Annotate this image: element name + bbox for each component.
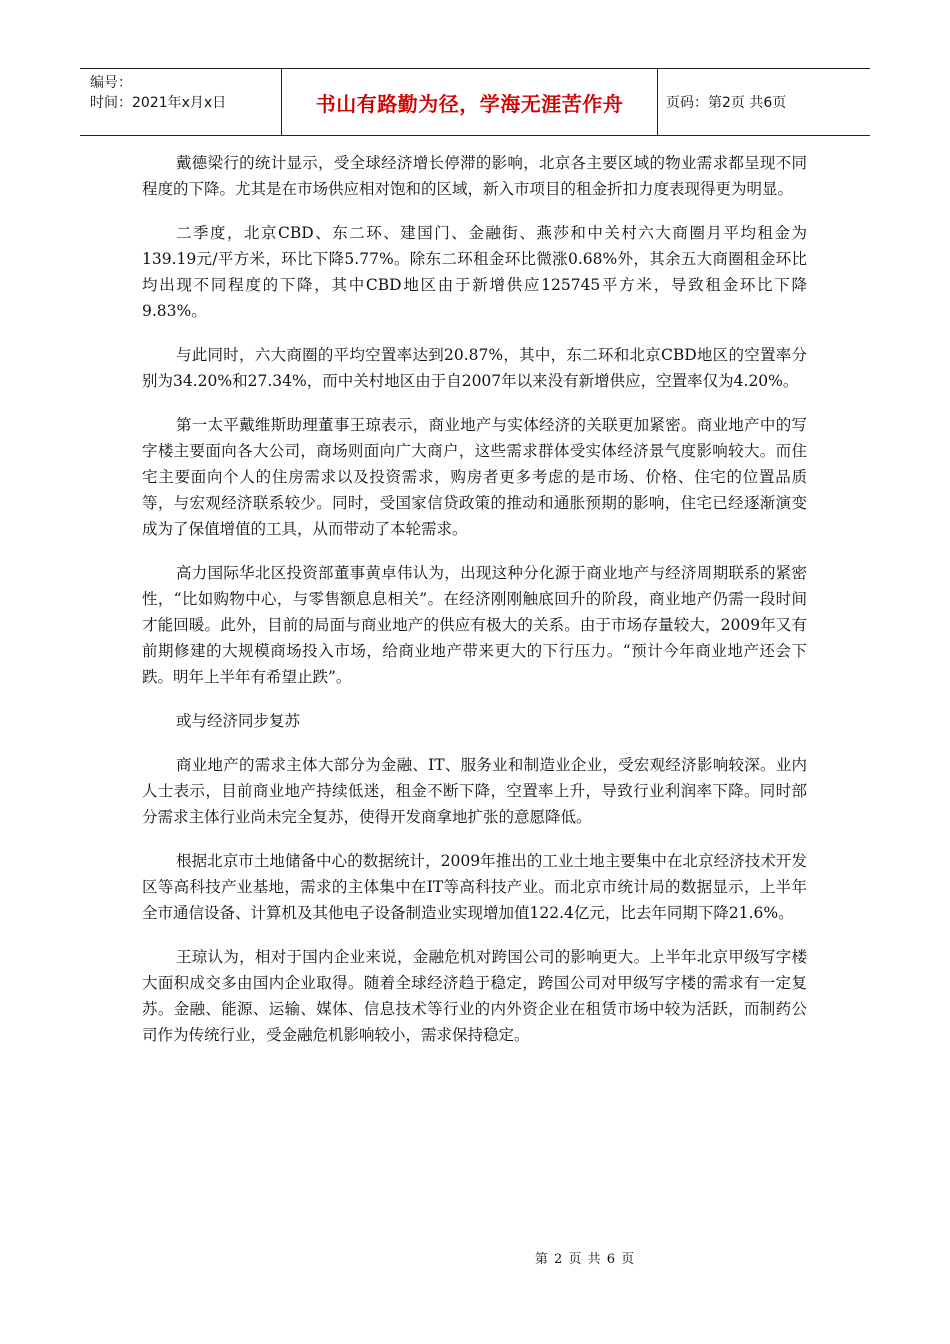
page-header: [80, 68, 870, 136]
header-meta: [80, 69, 282, 135]
paragraph-5: 高力国际华北区投资部董事黄卓伟认为，出现这种分化源于商业地产与经济周期联系的紧密性，“比如购物中心，与零售额息息相关”。在经济刚刚触底回升的阶段，商业地产仍需一段时间才能回暖。此外，目前的局面与商业地产的供应有极大的关系。由于市场存量较大，2009年又有前期修建的大规模商场投入市场，给商业地产带来更大的下行压力。“预计今年商业地产还会下跌。明年上半年有希望止跌”。: [142, 564, 807, 686]
paragraph-3: 与此同时，六大商圈的平均空置率达到20.87%，其中，东二环和北京CBD地区的空置率分别为34.20%和27.34%，而中关村地区由于自2007年以来没有新增供应，空置率仅为4.20%。: [142, 346, 807, 390]
paragraph-4: 第一太平戴维斯助理董事王琼表示，商业地产与实体经济的关联更加紧密。商业地产中的写字楼主要面向各大公司，商场则面向广大商户，这些需求群体受实体经济景气度影响较大。而住宅主要面向个人的住房需求以及投资需求，购房者更多考虑的是市场、价格、住宅的位置品质等，与宏观经济联系较少。同时，受国家信贷政策的推动和通胀预期的影响，住宅已经逐渐演变成为了保值增值的工具，从而带动了本轮需求。: [142, 416, 807, 538]
paragraph-6: 商业地产的需求主体大部分为金融、IT、服务业和制造业企业，受宏观经济影响较深。业内人士表示，目前商业地产持续低迷，租金不断下降，空置率上升，导致行业利润率下降。同时部分需求主体行业尚未完全复苏，使得开发商拿地扩张的意愿降低。: [142, 756, 807, 826]
paragraph-2: 二季度，北京CBD、东二环、建国门、金融街、燕莎和中关村六大商圈月平均租金为139.19元/平方米，环比下降5.77%。除东二环租金环比微涨0.68%外，其余五大商圈租金环比均出现不同程度的下降，其中CBD地区由于新增供应125745平方米，导致租金环比下降9.83%。: [142, 224, 807, 320]
header-motto: 书山有路勤为径，学海无涯苦作舟: [282, 69, 658, 135]
document-body: [142, 150, 807, 1066]
paragraph-1: 戴德梁行的统计显示，受全球经济增长停滞的影响，北京各主要区域的物业需求都呈现不同程度的下降。尤其是在市场供应相对饱和的区域，新入市项目的租金折扣力度表现得更为明显。: [142, 154, 807, 198]
header-page-info: 页码：第2页 共6页: [666, 95, 787, 111]
paragraph-8: 王琼认为，相对于国内企业来说，金融危机对跨国公司的影响更大。上半年北京甲级写字楼大面积成交多由国内企业取得。随着全球经济趋于稳定，跨国公司对甲级写字楼的需求有一定复苏。金融、能源、运输、媒体、信息技术等行业的内外资企业在租赁市场中较为活跃，而制药公司作为传统行业，受金融危机影响较小，需求保持稳定。: [142, 948, 807, 1044]
date-label: 时间：2021年x月x日: [90, 95, 227, 111]
paragraph-7: 根据北京市土地储备中心的数据统计，2009年推出的工业土地主要集中在北京经济技术开发区等高科技产业基地，需求的主体集中在IT等高科技产业。而北京市统计局的数据显示，上半年全市通信设备、计算机及其他电子设备制造业实现增加值122.4亿元，比去年同期下降21.6%。: [142, 852, 807, 922]
section-subheading: 或与经济同步复苏: [176, 712, 301, 730]
serial-label: 编号：: [90, 75, 132, 91]
page-footer: 第 2 页 共 6 页: [534, 1252, 636, 1267]
